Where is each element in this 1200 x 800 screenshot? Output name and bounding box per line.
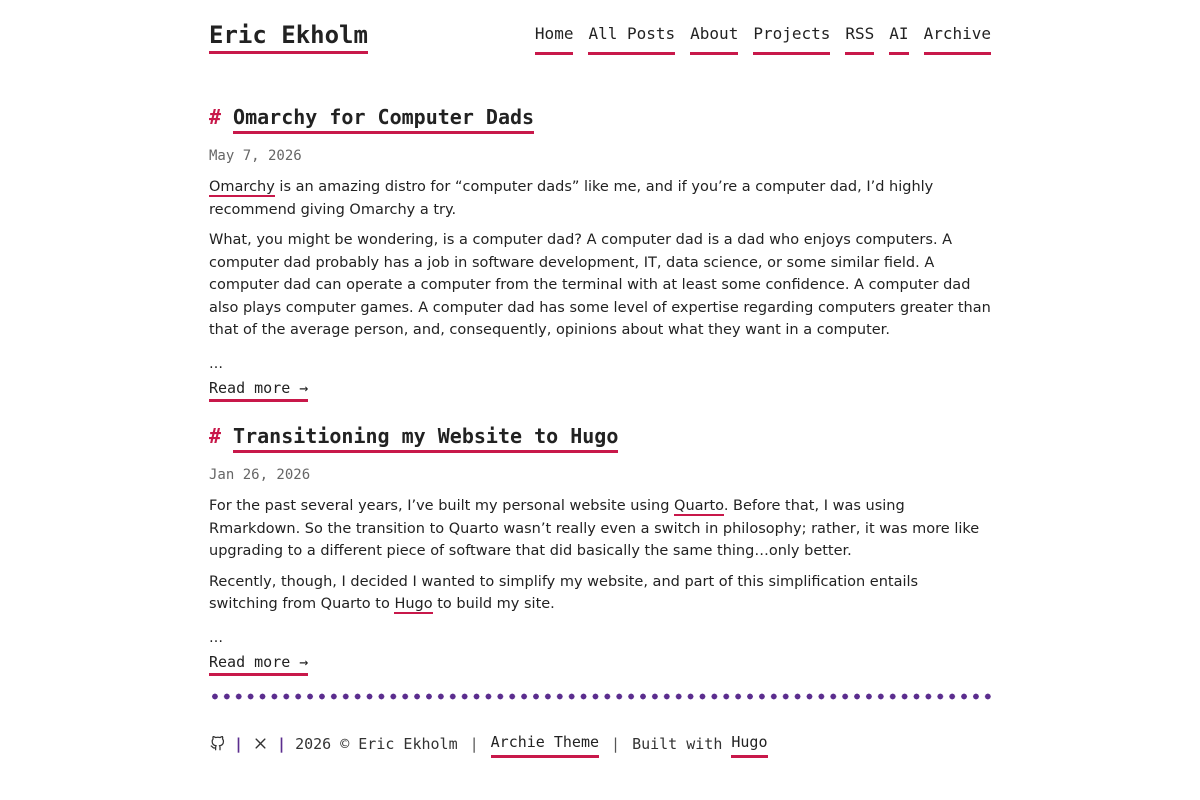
nav-home[interactable]: Home — [535, 22, 574, 55]
theme-link[interactable]: Archie Theme — [491, 730, 599, 758]
site-title[interactable]: Eric Ekholm — [209, 20, 368, 54]
post-title-link[interactable]: Transitioning my Website to Hugo — [233, 423, 618, 453]
x-icon[interactable] — [252, 735, 268, 753]
main-nav — [535, 22, 991, 55]
hugo-link[interactable]: Hugo — [394, 596, 433, 612]
excerpt-text: Recently, though, I decided I wanted to simplify my website, and part of this simplification entails switching from Quarto to — [209, 573, 919, 612]
footer-separator: | — [611, 735, 621, 753]
copyright-text: 2026 © Eric Ekholm — [295, 735, 458, 753]
post-excerpt-paragraph — [209, 571, 991, 616]
dotted-divider — [209, 693, 991, 700]
post-date: May 7, 2026 — [209, 148, 302, 164]
nav-projects[interactable]: Projects — [753, 22, 830, 55]
post-title — [209, 104, 991, 134]
read-more-link[interactable]: Read more → — [209, 378, 308, 402]
post-title-link[interactable]: Omarchy for Computer Dads — [233, 104, 534, 134]
omarchy-link[interactable]: Omarchy — [209, 179, 275, 195]
nav-archive[interactable]: Archive — [924, 22, 991, 55]
heading-hash: # — [209, 105, 222, 129]
site-footer — [209, 730, 768, 758]
heading-hash: # — [209, 424, 222, 448]
read-more-link[interactable]: Read more → — [209, 652, 308, 676]
post-summary — [209, 104, 991, 402]
excerpt-text: to build my site. — [432, 596, 555, 612]
hugo-footer-link[interactable]: Hugo — [731, 730, 767, 758]
nav-all-posts[interactable]: All Posts — [588, 22, 675, 55]
post-date: Jan 26, 2026 — [209, 467, 311, 483]
quarto-link[interactable]: Quarto — [674, 498, 724, 514]
post-title — [209, 423, 991, 453]
excerpt-ellipsis: … — [209, 629, 223, 646]
post-excerpt-paragraph: What, you might be wondering, is a computer dad? A computer dad is a dad who enjoys computers. A computer dad probably has a job in software development, IT, data science, or some similar field. A computer dad can operate a computer from the terminal with at least some confidence. A computer dad also plays computer games. A computer dad has some level of expertise regarding computers greater than that of the average person, and, consequently, opinions about what they want in a computer. — [209, 232, 991, 338]
github-icon[interactable] — [209, 735, 225, 753]
nav-ai[interactable]: AI — [889, 22, 908, 55]
post-excerpt-paragraph — [209, 495, 991, 563]
excerpt-text: . Before that, I was using Rmarkdown. So the transition to Quarto wasn’t really even a switch in philosophy; rather, it was more like upgrading to a different piece of software that did basically the same thing…only better. — [209, 498, 980, 559]
nav-about[interactable]: About — [690, 22, 738, 55]
excerpt-text: For the past several years, I’ve built my personal website using — [209, 498, 675, 514]
nav-rss[interactable]: RSS — [845, 22, 874, 55]
post-summary — [209, 423, 991, 676]
post-excerpt-paragraph — [209, 176, 991, 221]
footer-separator: | — [469, 735, 479, 753]
footer-separator: | — [277, 735, 287, 753]
built-with-text: Built with — [632, 735, 723, 753]
excerpt-ellipsis: … — [209, 355, 223, 372]
excerpt-text: is an amazing distro for “computer dads” like me, and if you’re a computer dad, I’d highly recommend giving Omarchy a try. — [209, 179, 934, 218]
footer-separator: | — [234, 735, 244, 753]
